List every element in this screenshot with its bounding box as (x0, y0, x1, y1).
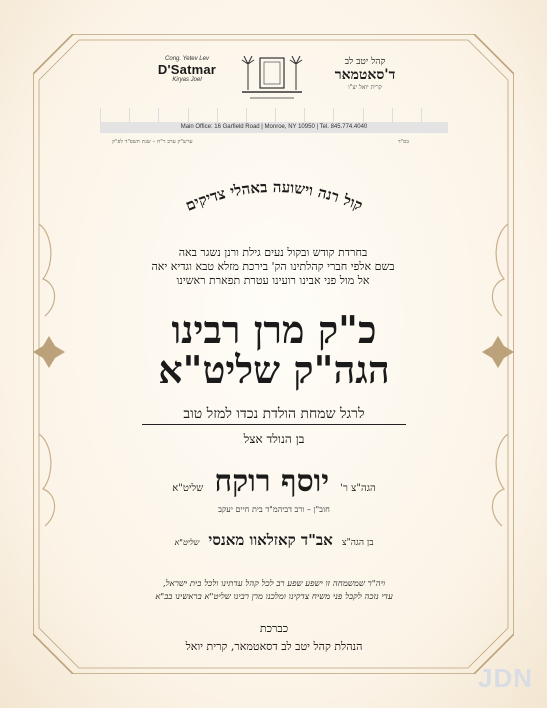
gf-name: אב"ד קאזלאוו מאנסי (208, 531, 333, 549)
cong-label: Cong. Yetev Lev (165, 56, 209, 62)
father-name: יוסף רוקח (214, 464, 330, 499)
gf-suffix: שליט"א (174, 538, 200, 547)
occasion-line: לרגל שמחת הולדת נכדו למזל טוב (142, 404, 406, 425)
org-top-he: קהל יטב לב (344, 57, 386, 67)
wish-line-2: עדי נזכה לקבל פני משיח צדקינו ומלכנו מרן רבינו שליט"א בראשינו בב"א (155, 592, 393, 602)
intro-line-3: אל מול פני אבינו רועינו עטרת תפארת ראשינו (176, 274, 370, 287)
location-en: Kiryas Joel (172, 77, 202, 83)
svg-text:קול רנה וישועה באהלי צדיקים (183, 178, 365, 215)
watermark: JDN (477, 663, 533, 693)
wish-paragraph (120, 578, 428, 604)
father-suffix: שליט"א (172, 483, 204, 494)
besd-mark: בס"ד (398, 139, 409, 145)
org-name-he: ד'סאטמאר (334, 67, 396, 83)
intro-line-2: בשם אלפי חברי קהלתינו הק' בירכת מזלא טבא וגדיא יאה (151, 260, 395, 273)
intro-line-1: בחרדת קודש ובקול נעים גילת ורנן נשגר באה (178, 246, 368, 259)
wish-line-1: ויה"ר שמשמחה זו ישפע שפע רב לכל קהל עדתינו ולכל בית ישראל, (162, 579, 386, 589)
arc-title-text: קול רנה וישועה באהלי צדיקים (182, 177, 366, 215)
gf-prefix: בן הגה"צ (341, 538, 374, 548)
org-name-en: D'Satmar (157, 62, 217, 77)
born-to-line: בן הנולד אצל (243, 432, 305, 446)
signature-line: הנהלת קהל יטב לב דסאטמאר, קרית יואל (185, 640, 363, 653)
intro-paragraph (108, 246, 438, 288)
regards-line: כברכת (259, 622, 289, 635)
date-line: ערש"ק ערב ר"ח – שנת תשפ"ד לפ"ק (112, 139, 193, 145)
location-he: קרית יואל יצ"ו (348, 84, 382, 91)
title-line-2: הגה"ק שליט"א (158, 347, 390, 392)
father-name-line (100, 464, 448, 499)
father-prefix: הגה"צ ר' (340, 483, 376, 494)
father-title: חוב"ן – ורב דביהמ"ד בית חיים יעקב (218, 505, 330, 514)
title-line-1: כ"ק מרן רבינו (171, 307, 377, 352)
office-bar: Main Office: 16 Garfield Road | Monroe, NY 10950 | Tel. 845.774.4040 (100, 122, 448, 133)
grandfather-line (100, 530, 448, 550)
